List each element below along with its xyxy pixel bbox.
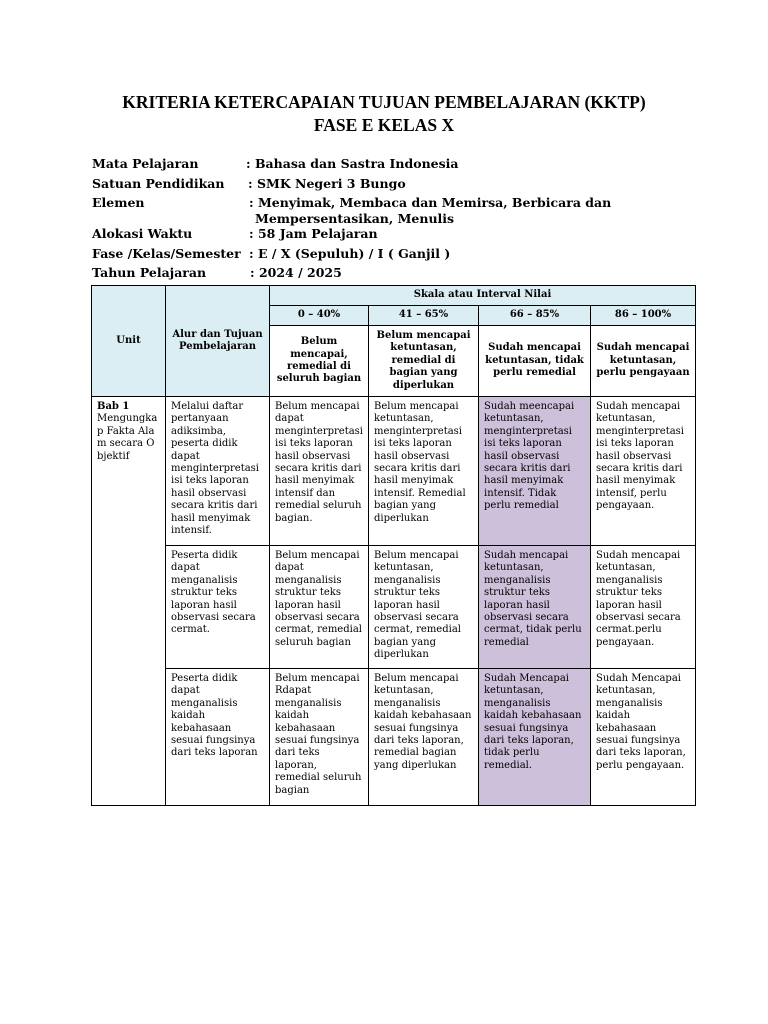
document-title: KRITERIA KETERCAPAIAN TUJUAN PEMBELAJARAN (KKTP): [122, 92, 646, 112]
criteria-cell-1: Belum mencapai Rdapat menganalisis kaidah kebahasaan sesuai fungsinya dari teks laporan, remedial seluruh bagian: [270, 669, 369, 806]
criteria-cell-4: Sudah Mencapai ketuntasan, menganalisis kaidah kebahasaan sesuai fungsinya dari teks laporan, perlu pengayaan.: [591, 669, 696, 806]
header-range-1: 0 – 40%: [270, 306, 369, 326]
table-row: [92, 669, 696, 806]
criteria-cell-2: Belum mencapai ketuntasan, menganalisis kaidah kebahasaan sesuai fungsinya dari teks laporan, remedial bagian yang diperlukan: [369, 669, 479, 806]
header-criteria-4: Sudah mencapai ketuntasan, perlu pengayaan: [591, 326, 696, 397]
criteria-cell-3: Sudah Mencapai ketuntasan, menganalisis kaidah kebahasaan sesuai fungsinya dari teks laporan, tidak perlu remedial.: [479, 669, 591, 806]
info-label: Elemen: [92, 195, 145, 210]
unit-title: Bab 1: [97, 401, 130, 413]
info-value: : Menyimak, Membaca dan Memirsa, Berbicara dan: [249, 195, 612, 210]
criteria-cell-2: Belum mencapai ketuntasan, menginterpretasi isi teks laporan hasil observasi secara kritis dari hasil menyimak intensif. Remedial bagian yang diperlukan: [369, 397, 479, 546]
header-criteria-3: Sudah mencapai ketuntasan, tidak perlu remedial: [479, 326, 591, 397]
criteria-cell-2: Belum mencapai ketuntasan, menganalisis struktur teks laporan hasil observasi secara cermat, remedial bagian yang diperlukan: [369, 546, 479, 669]
info-label: Fase /Kelas/Semester: [92, 246, 241, 261]
info-value: : Bahasa dan Sastra Indonesia: [246, 156, 459, 171]
info-value: : SMK Negeri 3 Bungo: [248, 176, 406, 191]
criteria-cell-1: Belum mencapai dapat menginterpretasi isi teks laporan hasil observasi secara kritis dari hasil menyimak intensif dan remedial seluruh bagian.: [270, 397, 369, 546]
info-label: Mata Pelajaran: [92, 156, 199, 171]
criteria-cell-4: Sudah mencapai ketuntasan, menginterpretasi isi teks laporan hasil observasi secara kritis dari hasil menyimak intensif, perlu pengayaan.: [591, 397, 696, 546]
header-criteria-1: Belum mencapai, remedial di seluruh bagian: [270, 326, 369, 397]
header-skala: Skala atau Interval Nilai: [270, 286, 696, 306]
info-value: : 2024 / 2025: [250, 265, 342, 280]
criteria-cell-1: Belum mencapai dapat menganalisis struktur teks laporan hasil observasi secara cermat, remedial seluruh bagian: [270, 546, 369, 669]
criteria-cell-4: Sudah mencapai ketuntasan, menganalisis struktur teks laporan hasil observasi secara cermat.perlu pengayaan.: [591, 546, 696, 669]
header-range-4: 86 – 100%: [591, 306, 696, 326]
criteria-cell-3: Sudah meencapai ketuntasan, menginterpretasi isi teks laporan hasil observasi secara kritis dari hasil menyimak intensif. Tidak perlu remedial: [479, 397, 591, 546]
header-range-2: 41 – 65%: [369, 306, 479, 326]
info-label: Tahun Pelajaran: [92, 265, 207, 280]
info-label: Alokasi Waktu: [92, 226, 193, 241]
header-alur-tujuan: Alur dan Tujuan Pembelajaran: [166, 286, 270, 397]
info-value: : 58 Jam Pelajaran: [249, 226, 378, 241]
unit-cell: [92, 397, 166, 806]
unit-subtitle: Mengungkap Fakta Alam secara Objektif: [97, 413, 158, 462]
kktp-table: [91, 285, 696, 806]
criteria-cell-3: Sudah mencapai ketuntasan, menganalisis struktur teks laporan hasil observasi secara cermat, tidak perlu remedial: [479, 546, 591, 669]
table-row: [92, 397, 696, 546]
header-range-3: 66 – 85%: [479, 306, 591, 326]
table-row: [92, 546, 696, 669]
tujuan-cell: Peserta didik dapat menganalisis kaidah kebahasaan sesuai fungsinya dari teks laporan: [166, 669, 270, 806]
info-value-continued: Mempersentasikan, Menulis: [255, 211, 455, 226]
header-criteria-2: Belum mencapai ketuntasan, remedial di bagian yang diperlukan: [369, 326, 479, 397]
document-subtitle: FASE E KELAS X: [313, 115, 455, 135]
info-value: : E / X (Sepuluh) / I ( Ganjil ): [249, 246, 451, 261]
tujuan-cell: Peserta didik dapat menganalisis struktur teks laporan hasil observasi secara cermat.: [166, 546, 270, 669]
info-label: Satuan Pendidikan: [92, 176, 225, 191]
tujuan-cell: Melalui daftar pertanyaan adiksimba, peserta didik dapat menginterpretasi isi teks laporan hasil observasi secara kritis dari hasil menyimak intensif.: [166, 397, 270, 546]
header-unit: Unit: [92, 286, 166, 397]
